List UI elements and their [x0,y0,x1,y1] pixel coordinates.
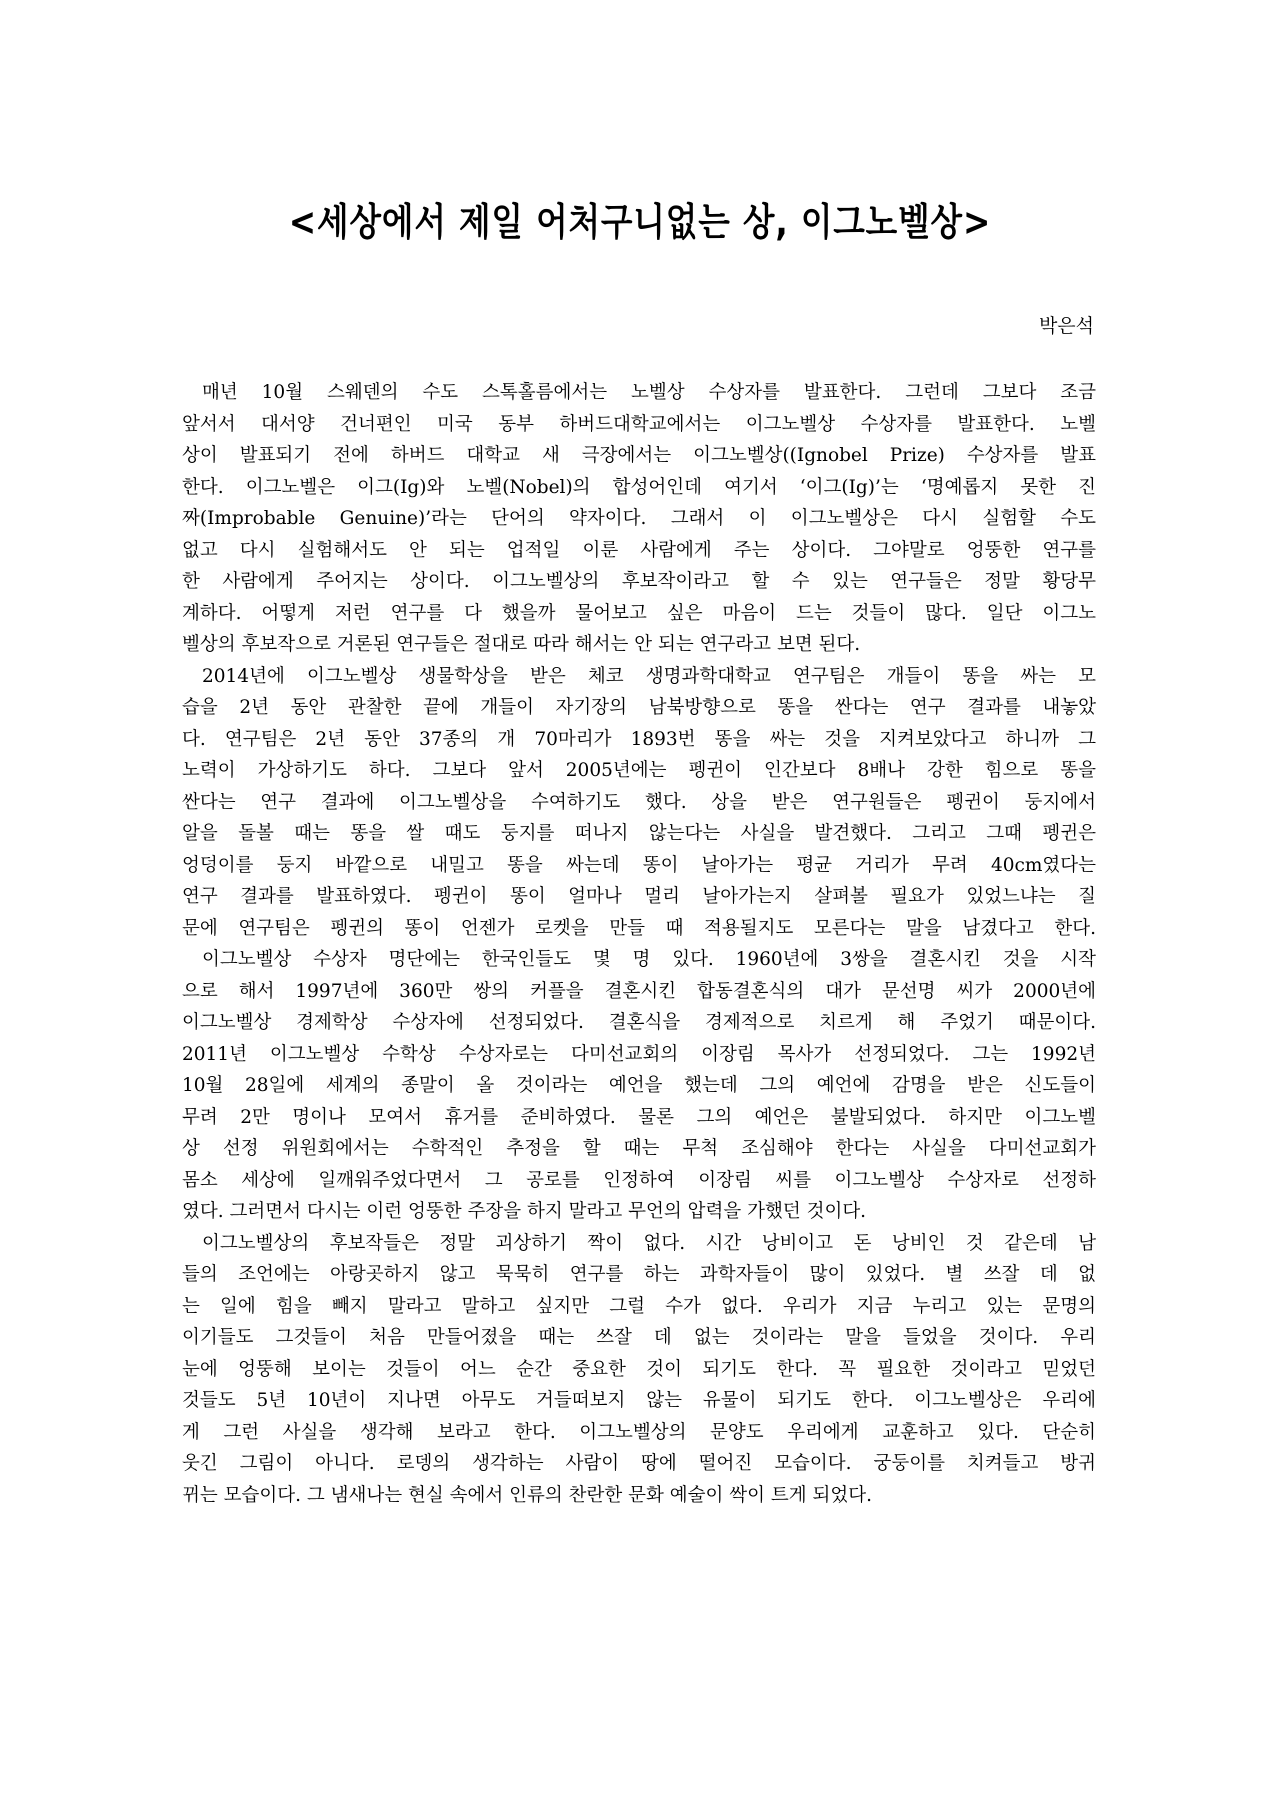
text-line: 문에 연구팀은 펭귄의 똥이 언젠가 로켓을 만들 때 적용될지도 모른다는 말을 남겼다고 한다. [182,917,1096,939]
text-line: 엉덩이를 둥지 바깥으로 내밀고 똥을 싸는데 똥이 날아가는 평균 거리가 무려 40cm였다는 [182,854,1096,876]
text-line: 없고 다시 실험해서도 안 되는 업적일 이룬 사람에게 주는 상이다. 그야말로 엉뚱한 연구를 [182,539,1096,561]
text-line: 짜(Improbable Genuine)’라는 단어의 약자이다. 그래서 이 이그노벨상은 다시 실험할 수도 [182,508,1096,529]
text-line: 게 그런 사실을 생각해 보라고 한다. 이그노벨상의 문양도 우리에게 교훈하고 있다. 단순히 [182,1421,1096,1443]
text-line: 으로 해서 1997년에 360만 쌍의 커플을 결혼시킨 합동결혼식의 대가 문선명 씨가 2000년에 [182,980,1096,1002]
text-line: 뀌는 모습이다. 그 냄새나는 현실 속에서 인류의 찬란한 문화 예술이 싹이 트게 되었다. [182,1484,872,1506]
text-line: 다. 연구팀은 2년 동안 37종의 개 70마리가 1893번 똥을 싸는 것을 지켜보았다고 하니까 그 [182,728,1096,750]
document-title: <세상에서 제일 어처구니없는 상, 이그노벨상> [288,200,992,244]
text-line: 알을 돌볼 때는 똥을 쌀 때도 둥지를 떠나지 않는다는 사실을 발견했다. 그리고 그때 펭귄은 [182,823,1096,844]
text-line: 는 일에 힘을 빼지 말라고 말하고 싶지만 그럴 수가 없다. 우리가 지금 누리고 있는 문명의 [182,1295,1096,1317]
text-line: 들의 조언에는 아랑곳하지 않고 묵묵히 연구를 하는 과학자들이 많이 있었다. 별 쓰잘 데 없 [182,1264,1096,1285]
author-name: 박은석 [1038,315,1094,337]
text-line: 앞서서 대서양 건너편인 미국 동부 하버드대학교에서는 이그노벨상 수상자를 발표한다. 노벨 [182,413,1096,435]
text-line: 무려 2만 명이나 모여서 휴거를 준비하였다. 물론 그의 예언은 불발되었다. 하지만 이그노벨 [182,1106,1096,1128]
paragraph-3 [182,944,1096,1228]
paragraph-4 [182,1228,1096,1512]
text-line: 이그노벨상 수상자 명단에는 한국인들도 몇 명 있다. 1960년에 3쌍을 결혼시킨 것을 시작 [202,949,1096,970]
text-line: 노력이 가상하기도 하다. 그보다 앞서 2005년에는 펭귄이 인간보다 8배나 강한 힘으로 똥을 [182,760,1096,781]
text-line: 이그노벨상 경제학상 수상자에 선정되었다. 결혼식을 경제적으로 치르게 해 주었기 때문이다. [182,1012,1096,1033]
text-line: 몸소 세상에 일깨워주었다면서 그 공로를 인정하여 이장림 씨를 이그노벨상 수상자로 선정하 [182,1169,1096,1191]
text-line: 눈에 엉뚱해 보이는 것들이 어느 순간 중요한 것이 되기도 한다. 꼭 필요한 것이라고 믿었던 [182,1358,1096,1380]
paragraph-2 [182,661,1096,945]
text-line: 였다. 그러면서 다시는 이런 엉뚱한 주장을 하지 말라고 무언의 압력을 가했던 것이다. [182,1201,867,1222]
text-line: 10월 28일에 세계의 종말이 올 것이라는 예언을 했는데 그의 예언에 감명을 받은 신도들이 [182,1075,1096,1096]
text-line: 싼다는 연구 결과에 이그노벨상을 수여하기도 했다. 상을 받은 연구원들은 펭귄이 둥지에서 [182,791,1096,813]
text-line: 상이 발표되기 전에 하버드 대학교 새 극장에서는 이그노벨상((Ignobel Prize) 수상자를 발표 [182,445,1096,466]
text-line: 상 선정 위원회에서는 수학적인 추정을 할 때는 무척 조심해야 한다는 사실을 다미선교회가 [182,1138,1096,1159]
paragraph-1 [182,377,1096,661]
text-line: 매년 10월 스웨덴의 수도 스톡홀름에서는 노벨상 수상자를 발표한다. 그런데 그보다 조금 [202,382,1096,403]
text-line: 연구 결과를 발표하였다. 펭귄이 똥이 얼마나 멀리 날아가는지 살펴볼 필요가 있었느냐는 질 [182,886,1096,907]
text-line: 한다. 이그노벨은 이그(Ig)와 노벨(Nobel)의 합성어인데 여기서 ‘이그(Ig)’는 ‘명예롭지 못한 진 [182,476,1096,498]
text-line: 이기들도 그것들이 처음 만들어졌을 때는 쓰잘 데 없는 것이라는 말을 들었을 것이다. 우리 [182,1327,1096,1348]
text-line: 벨상의 후보작으로 거론된 연구들은 절대로 따라 해서는 안 되는 연구라고 보면 된다. [182,634,861,655]
text-line: 습을 2년 동안 관찰한 끝에 개들이 자기장의 남북방향으로 똥을 싼다는 연구 결과를 내놓았 [182,697,1096,718]
document-body [182,377,1096,1511]
text-line: 이그노벨상의 후보작들은 정말 괴상하기 짝이 없다. 시간 낭비이고 돈 낭비인 것 같은데 남 [202,1232,1096,1254]
text-line: 2011년 이그노벨상 수학상 수상자로는 다미선교회의 이장림 목사가 선정되었다. 그는 1992년 [182,1043,1096,1065]
text-line: 2014년에 이그노벨상 생물학상을 받은 체코 생명과학대학교 연구팀은 개들이 똥을 싸는 모 [202,665,1096,687]
text-line: 계하다. 어떻게 저런 연구를 다 했을까 물어보고 싶은 마음이 드는 것들이 많다. 일단 이그노 [182,602,1096,624]
text-line: 것들도 5년 10년이 지나면 아무도 거들떠보지 않는 유물이 되기도 한다. 이그노벨상은 우리에 [182,1390,1096,1411]
text-line: 웃긴 그림이 아니다. 로뎅의 생각하는 사람이 땅에 떨어진 모습이다. 궁둥이를 치켜들고 방귀 [182,1453,1096,1474]
text-line: 한 사람에게 주어지는 상이다. 이그노벨상의 후보작이라고 할 수 있는 연구들은 정말 황당무 [182,571,1096,592]
